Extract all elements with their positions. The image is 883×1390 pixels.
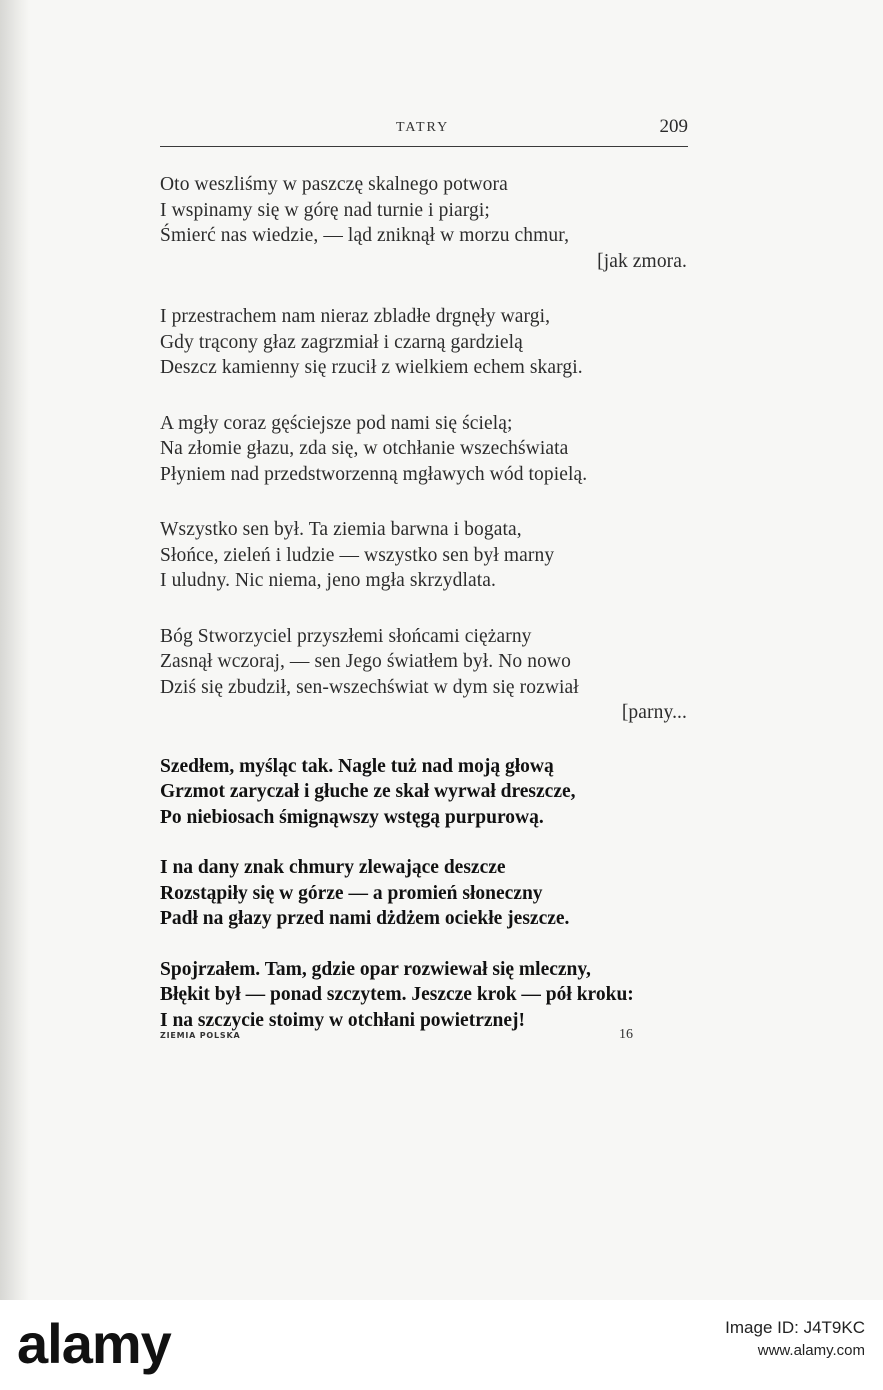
poem-line: Dziś się zbudził, sen-wszechświat w dym się rozwiał: [160, 676, 579, 698]
poem-line: Szedłem, myśląc tak. Nagle tuż nad moją głową: [160, 755, 554, 777]
poem-line: I na szczycie stoimy w otchłani powietrznej!: [160, 1009, 526, 1031]
poem-line: Padł na głazy przed nami dżdżem ociekłe jeszcze.: [160, 908, 570, 929]
poem-line: Wszystko sen był. Ta ziemia barwna i bogata,: [160, 519, 522, 540]
poem-line: Oto weszliśmy w paszczę skalnego potwora: [160, 174, 508, 195]
poem-line: Płyniem nad przedstworzenną mgławych wód topielą.: [160, 463, 588, 485]
stanza: [160, 624, 695, 726]
poem-line: Błękit był — ponad szczytem. Jeszcze krok — pół kroku:: [160, 984, 634, 1005]
poem-line-continuation: [parny...: [621, 702, 687, 723]
poem-line-continuation: [jak zmora.: [597, 250, 687, 272]
poem-body: [160, 172, 695, 1061]
poem-line: Deszcz kamienny się rzucił z wielkiem echem skargi.: [160, 357, 583, 378]
footer-signature: ZIEMIA POLSKA: [160, 1031, 241, 1040]
footer-sheet-number: 16: [619, 1027, 633, 1042]
poem-line: Bóg Stworzyciel przyszłemi słońcami ciężarny: [160, 625, 532, 647]
stock-image-id: Image ID: J4T9KC: [725, 1318, 865, 1337]
poem-line: Na złomie głazu, zda się, w otchłanie wszechświata: [160, 438, 569, 459]
poem-line: A mgły coraz gęściejsze pod nami się ścielą;: [160, 412, 513, 434]
stock-info: [725, 1318, 865, 1359]
poem-line: Śmierć nas wiedzie, — ląd zniknął w morzu chmur,: [160, 225, 570, 246]
page-number: 209: [659, 116, 688, 137]
running-title: TATRY: [396, 120, 450, 135]
poem-line: I na dany znak chmury zlewające deszcze: [160, 857, 506, 878]
poem-line: I przestrachem nam nieraz zbladłe drgnęły wargi,: [160, 306, 551, 327]
stanza: [160, 172, 695, 274]
stanza: [160, 517, 695, 594]
poem-line: Spojrzałem. Tam, gdzie opar rozwiewał się mleczny,: [160, 958, 591, 980]
poem-line: I wspinamy się w górę nad turnie i piargi;: [160, 199, 490, 221]
poem-line: Słońce, zieleń i ludzie — wszystko sen był marny: [160, 544, 555, 566]
stanza: [160, 411, 695, 488]
poem-line: I uludny. Nic niema, jeno mgła skrzydlata.: [160, 570, 496, 591]
poem-line: Zasnął wczoraj, — sen Jego światłem był. No nowo: [160, 651, 571, 672]
stanza: [160, 855, 695, 932]
poem-line: Gdy trącony głaz zagrzmiał i czarną gardzielą: [160, 331, 523, 353]
poem-line: Po niebiosach śmignąwszy wstęgą purpurową.: [160, 806, 544, 828]
page-header: [160, 116, 688, 147]
stanza: [160, 754, 695, 831]
poem-line: Grzmot zaryczał i głuche ze skał wyrwał dreszcze,: [160, 781, 576, 802]
page-gutter-shadow: [0, 0, 30, 1300]
stock-logo: alamy: [17, 1312, 171, 1375]
poem-line: Rozstąpiły się w górze — a promień słoneczny: [160, 882, 543, 904]
stanza: [160, 957, 695, 1034]
stanza: [160, 304, 695, 381]
stock-url: www.alamy.com: [757, 1342, 865, 1359]
